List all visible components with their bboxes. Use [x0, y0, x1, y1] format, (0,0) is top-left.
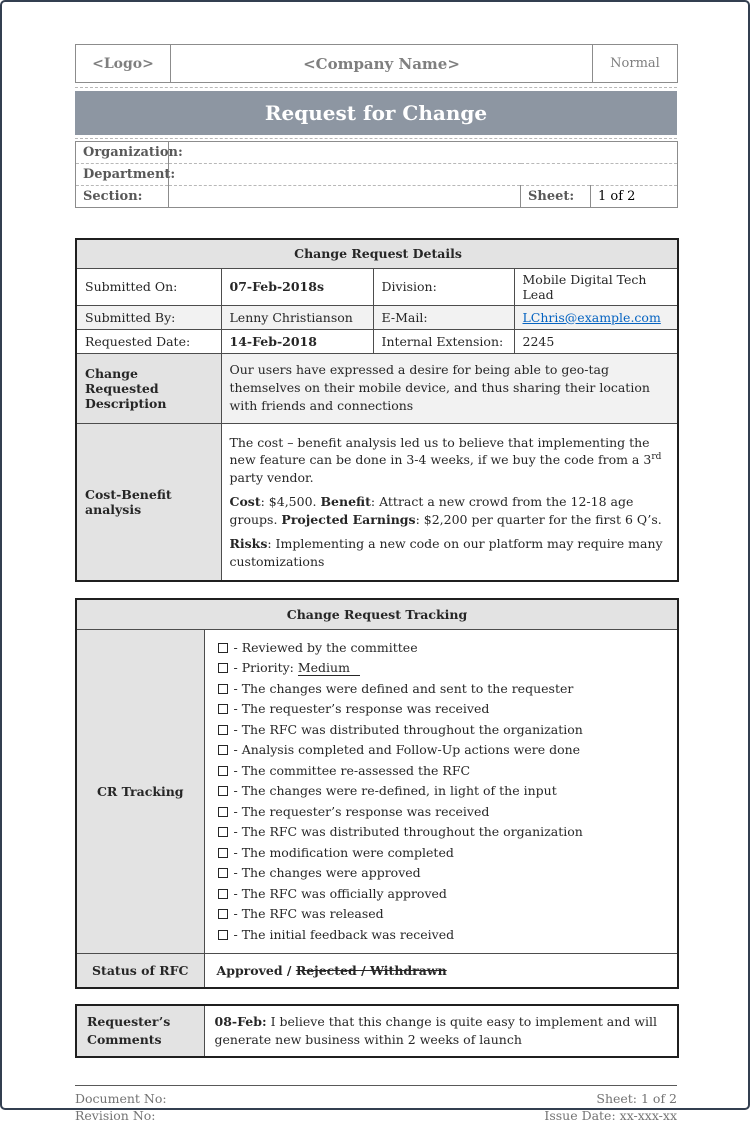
logo-placeholder: <Logo>: [76, 45, 171, 83]
section-field[interactable]: [169, 186, 521, 208]
change-request-details-table: [75, 238, 679, 582]
checkbox-icon[interactable]: [218, 848, 228, 858]
submitted-by-label: Submitted By:: [76, 305, 221, 329]
table-row: [76, 954, 678, 988]
header-table: [75, 44, 678, 83]
priority-value: Medium: [298, 660, 360, 676]
internal-extension-value: 2245: [514, 329, 678, 353]
footer-sheet: Sheet: 1 of 2: [596, 1090, 677, 1106]
document-no-label: Document No:: [75, 1090, 167, 1106]
checkbox-icon[interactable]: [218, 643, 228, 653]
table-row: [76, 186, 678, 208]
tracking-item: - The initial feedback was received: [218, 925, 671, 946]
division-label: Division:: [373, 268, 514, 305]
checkbox-icon[interactable]: [218, 868, 228, 878]
requested-date-label: Requested Date:: [76, 329, 221, 353]
sheet-value: 1 of 2: [591, 186, 678, 208]
organization-label: Organization:: [83, 145, 183, 160]
checkbox-icon[interactable]: [218, 766, 228, 776]
table-row: [76, 353, 678, 423]
checkbox-icon[interactable]: [218, 684, 228, 694]
table-row: [76, 142, 678, 164]
internal-extension-label: Internal Extension:: [373, 329, 514, 353]
status-of-rfc-label: Status of RFC: [76, 954, 204, 988]
cost-benefit-label: Cost-Benefit analysis: [76, 423, 221, 581]
tracking-item-priority: - Priority: Medium: [218, 658, 671, 679]
table-row: [76, 239, 678, 268]
checkbox-icon[interactable]: [218, 786, 228, 796]
section-label: Section:: [76, 186, 169, 208]
comment-date: 08-Feb:: [214, 1013, 267, 1029]
checkbox-icon[interactable]: [218, 663, 228, 673]
tracking-item: - Analysis completed and Follow-Up actions were done: [218, 740, 671, 761]
submitted-by-value: Lenny Christianson: [221, 305, 373, 329]
revision-no-label: Revision No:: [75, 1108, 156, 1124]
email-label: E-Mail:: [373, 305, 514, 329]
tracking-item: - The requester’s response was received: [218, 699, 671, 720]
tracking-section-title: Change Request Tracking: [76, 599, 678, 629]
organization-field[interactable]: [169, 142, 678, 164]
checkbox-icon[interactable]: [218, 930, 228, 940]
submitted-on-label: Submitted On:: [76, 268, 221, 305]
department-field[interactable]: [169, 164, 678, 186]
requester-comments-label: Requester’s Comments: [76, 1005, 204, 1057]
cost-benefit-paragraph-3: Risks: Implementing a new code on our platform may require many customizations: [229, 536, 663, 569]
status-of-rfc-value: Approved / Rejected / Withdrawn: [204, 954, 678, 988]
table-row: [76, 268, 678, 305]
header-row: [76, 45, 678, 83]
cost-benefit-paragraph-1: The cost – benefit analysis led us to believe that implementing the new feature can be done in 3-4 weeks, if we buy the code from a 3rd party vendor.: [229, 434, 662, 485]
doc-class-badge: Normal: [593, 45, 678, 83]
table-row: [76, 629, 678, 954]
tracking-item: - The RFC was released: [218, 904, 671, 925]
company-name-placeholder: <Company Name>: [171, 45, 593, 83]
checkbox-icon[interactable]: [218, 704, 228, 714]
footer-issue-date: Issue Date: xx-xxx-xx: [544, 1108, 677, 1124]
checkbox-icon[interactable]: [218, 745, 228, 755]
ordinal-superscript: rd: [651, 452, 662, 462]
checkbox-icon[interactable]: [218, 725, 228, 735]
email-link[interactable]: LChris@example.com: [522, 309, 661, 325]
cost-benefit-paragraph-2: Cost: $4,500. Benefit: Attract a new crowd from the 12-18 age groups. Projected Earnings: $2,200 per quarter for the first 6 Q’s.: [229, 494, 662, 527]
requester-comments-table: [75, 1004, 679, 1058]
footer-right: [544, 1090, 677, 1125]
change-request-tracking-table: [75, 598, 679, 989]
checkbox-icon[interactable]: [218, 909, 228, 919]
cr-tracking-label: CR Tracking: [76, 629, 204, 954]
sheet-label: Sheet:: [521, 186, 591, 208]
division-value: Mobile Digital Tech Lead: [514, 268, 678, 305]
tracking-item: - The changes were defined and sent to the requester: [218, 679, 671, 700]
checkbox-icon[interactable]: [218, 807, 228, 817]
tracking-item: - The RFC was distributed throughout the organization: [218, 720, 671, 741]
page-footer: [75, 1085, 677, 1125]
submitted-on-value: 07-Feb-2018s: [221, 268, 373, 305]
requester-comments-text: 08-Feb: I believe that this change is quite easy to implement and will generate new business within 2 weeks of launch: [204, 1005, 678, 1057]
table-gridline: [75, 138, 677, 139]
cr-tracking-checklist-cell: [204, 629, 678, 954]
struck-status-options: Rejected / Withdrawn: [295, 962, 447, 978]
tracking-item: - The RFC was distributed throughout the organization: [218, 822, 671, 843]
email-cell: [514, 305, 678, 329]
checkbox-icon[interactable]: [218, 827, 228, 837]
department-label: Department:: [76, 164, 169, 186]
tracking-item: - The changes were approved: [218, 863, 671, 884]
footer-left: [75, 1090, 167, 1125]
tracking-item: - The requester’s response was received: [218, 802, 671, 823]
table-row: [76, 423, 678, 581]
details-section-title: Change Request Details: [76, 239, 678, 268]
org-info-table: [75, 141, 678, 208]
tracking-item: - The committee re-assessed the RFC: [218, 761, 671, 782]
table-row: [76, 164, 678, 186]
checkbox-icon[interactable]: [218, 889, 228, 899]
tracking-item: - The modification were completed: [218, 843, 671, 864]
table-row: [76, 329, 678, 353]
tracking-item: - The changes were re-defined, in light of the input: [218, 781, 671, 802]
tracking-item: - Reviewed by the committee: [218, 638, 671, 659]
tracking-item: - The RFC was officially approved: [218, 884, 671, 905]
table-row: [76, 305, 678, 329]
description-text: Our users have expressed a desire for being able to geo-tag themselves on their mobile device, and thus sharing their location with friends and connections: [221, 353, 678, 423]
table-row: [76, 1005, 678, 1057]
cr-tracking-checklist: [206, 631, 677, 953]
table-row: [76, 599, 678, 629]
document-title: Request for Change: [75, 91, 677, 135]
requested-date-value: 14-Feb-2018: [221, 329, 373, 353]
cost-benefit-text: [221, 423, 678, 581]
description-label: Change Requested Description: [76, 353, 221, 423]
